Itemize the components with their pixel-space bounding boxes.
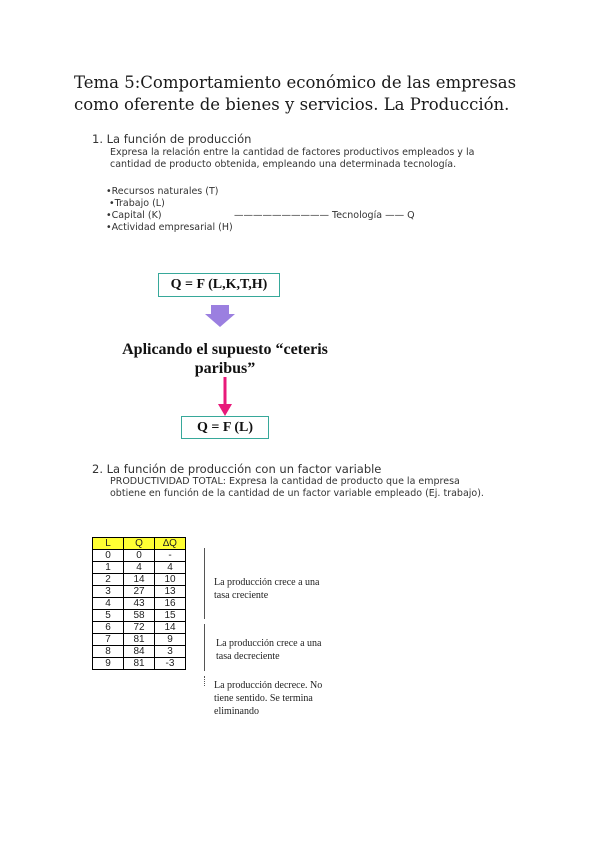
section-1-description-line-2: cantidad de producto obtenida, empleando una determinada tecnología.: [110, 159, 457, 170]
down-arrow-purple-icon: [204, 305, 236, 329]
assumption-line-2: paribus”: [194, 360, 256, 377]
section-2-heading: 2. La función de producción con un factor variable: [92, 462, 382, 476]
bracket-increasing: [204, 548, 206, 619]
assumption-line-1: Aplicando el supuesto “ceteris: [122, 341, 328, 358]
cell-delta-q: 4: [155, 562, 186, 574]
cell-delta-q: -: [155, 550, 186, 562]
note-decreasing-line-2: tasa decreciente: [216, 651, 280, 662]
cell-l: 8: [93, 646, 124, 658]
page-title: Tema 5:Comportamiento económico de las empresas como oferente de bienes y servicios. La Producción.: [74, 73, 517, 114]
down-arrow-pink-icon: [216, 377, 234, 417]
cell-q: 14: [124, 574, 155, 586]
cell-l: 9: [93, 658, 124, 670]
factor-labor: •Trabajo (L): [106, 198, 165, 209]
table-row: [93, 574, 186, 586]
cell-l: 4: [93, 598, 124, 610]
cell-l: 5: [93, 610, 124, 622]
technology-line: —————————— Tecnología —— Q: [234, 210, 415, 221]
cell-delta-q: 15: [155, 610, 186, 622]
table-row: [93, 658, 186, 670]
cell-delta-q: 9: [155, 634, 186, 646]
cell-delta-q: 16: [155, 598, 186, 610]
factor-capital: •Capital (K): [106, 210, 162, 221]
cell-l: 1: [93, 562, 124, 574]
formula-full-box: Q = F (L,K,T,H): [158, 273, 280, 297]
cell-q: 27: [124, 586, 155, 598]
note-negative-line-2: tiene sentido. Se termina: [214, 693, 313, 704]
cell-q: 43: [124, 598, 155, 610]
cell-l: 7: [93, 634, 124, 646]
table-header-row: [93, 538, 186, 550]
cell-q: 4: [124, 562, 155, 574]
cell-l: 6: [93, 622, 124, 634]
bracket-decreasing: [204, 624, 206, 671]
table-row: [93, 646, 186, 658]
note-increasing-line-1: La producción crece a una: [214, 577, 320, 588]
formula-reduced-box: Q = F (L): [181, 416, 269, 439]
header-q: Q: [124, 538, 155, 550]
note-negative-line-3: eliminando: [214, 706, 259, 717]
cell-l: 2: [93, 574, 124, 586]
section-2-description-line-1: PRODUCTIVIDAD TOTAL: Expresa la cantidad de producto que la empresa: [110, 476, 460, 487]
table-row: [93, 610, 186, 622]
note-increasing-line-2: tasa creciente: [214, 590, 269, 601]
table-row: [93, 562, 186, 574]
table-row: [93, 550, 186, 562]
header-l: L: [93, 538, 124, 550]
cell-q: 84: [124, 646, 155, 658]
note-negative-line-1: La producción decrece. No: [214, 680, 323, 691]
cell-l: 0: [93, 550, 124, 562]
section-2-description-line-2: obtiene en función de la cantidad de un factor variable empleado (Ej. trabajo).: [110, 488, 484, 499]
section-1-heading: 1. La función de producción: [92, 132, 252, 146]
cell-q: 81: [124, 658, 155, 670]
factor-natural-resources: •Recursos naturales (T): [106, 186, 219, 197]
cell-delta-q: 10: [155, 574, 186, 586]
table-row: [93, 598, 186, 610]
cell-delta-q: 14: [155, 622, 186, 634]
cell-q: 58: [124, 610, 155, 622]
cell-delta-q: -3: [155, 658, 186, 670]
cell-delta-q: 13: [155, 586, 186, 598]
bracket-negative: [204, 676, 206, 686]
factor-entrepreneurship: •Actividad empresarial (H): [106, 222, 233, 233]
cell-q: 72: [124, 622, 155, 634]
production-table: [92, 537, 186, 670]
section-1-description-line-1: Expresa la relación entre la cantidad de factores productivos empleados y la: [110, 147, 475, 158]
cell-q: 81: [124, 634, 155, 646]
table-row: [93, 586, 186, 598]
note-decreasing-line-1: La producción crece a una: [216, 638, 322, 649]
table-row: [93, 622, 186, 634]
header-delta-q: ∆Q: [155, 538, 186, 550]
table-row: [93, 634, 186, 646]
cell-delta-q: 3: [155, 646, 186, 658]
cell-q: 0: [124, 550, 155, 562]
cell-l: 3: [93, 586, 124, 598]
